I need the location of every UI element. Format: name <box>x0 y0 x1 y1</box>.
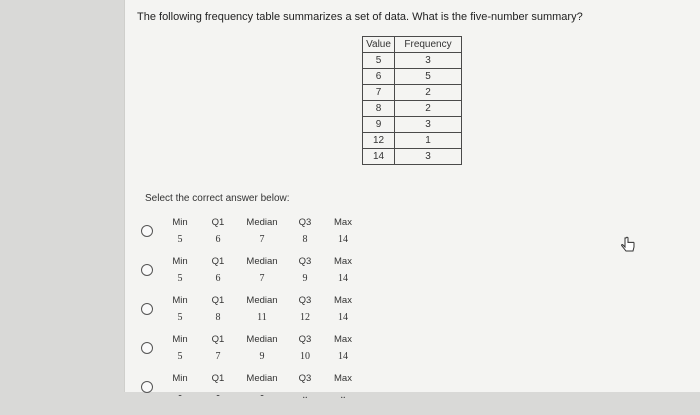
frequency-cell: 3 <box>395 149 462 165</box>
hand-pointer-icon <box>619 236 637 254</box>
table-header-row <box>363 37 462 53</box>
option-column-label: Min <box>172 334 188 345</box>
header-frequency: Frequency <box>395 37 462 53</box>
option-column-label: Max <box>334 373 352 384</box>
table-row <box>363 117 462 133</box>
radio-button-icon[interactable] <box>141 225 153 237</box>
option-value: 14 <box>338 273 348 284</box>
value-cell: 14 <box>363 149 395 165</box>
frequency-cell: 5 <box>395 69 462 85</box>
frequency-cell: 3 <box>395 117 462 133</box>
value-cell: 5 <box>363 53 395 69</box>
option-column-label: Max <box>334 256 352 267</box>
table-row <box>363 69 462 85</box>
option-column-label: Min <box>172 217 188 228</box>
table-row <box>363 85 462 101</box>
option-value: 9 <box>302 273 308 284</box>
answer-option[interactable] <box>138 332 378 370</box>
option-column-label: Max <box>334 217 352 228</box>
table-row <box>363 149 462 165</box>
option-value: 7 <box>215 351 221 362</box>
option-value: 7 <box>259 273 265 284</box>
table-row <box>363 53 462 69</box>
radio-button-icon[interactable] <box>141 342 153 354</box>
radio-button-icon[interactable] <box>141 381 153 393</box>
option-column-label: Q3 <box>298 295 312 306</box>
question-text: The following frequency table summarizes a set of data. What is the five-number summary? <box>137 11 583 23</box>
option-column-label: Q1 <box>211 373 225 384</box>
value-cell: 6 <box>363 69 395 85</box>
option-value: - <box>216 390 220 401</box>
answer-option[interactable] <box>138 371 378 409</box>
option-column-label: Q3 <box>298 217 312 228</box>
answer-option[interactable] <box>138 215 378 253</box>
option-column-label: Min <box>172 256 188 267</box>
option-column-label: Min <box>172 295 188 306</box>
option-value: 8 <box>302 234 308 245</box>
option-column-label: Q1 <box>211 295 225 306</box>
option-column-label: Q3 <box>298 334 312 345</box>
option-column-label: Median <box>246 295 278 306</box>
option-value: 10 <box>300 351 310 362</box>
option-column-label: Q1 <box>211 334 225 345</box>
value-cell: 8 <box>363 101 395 117</box>
option-column-label: Q3 <box>298 256 312 267</box>
radio-button-icon[interactable] <box>141 264 153 276</box>
frequency-cell: 2 <box>395 101 462 117</box>
header-value: Value <box>363 37 395 53</box>
option-value: 5 <box>177 351 183 362</box>
option-value: 8 <box>215 312 221 323</box>
frequency-cell: 3 <box>395 53 462 69</box>
option-value: - <box>260 390 264 401</box>
option-value: 7 <box>259 234 265 245</box>
option-value: 6 <box>215 273 221 284</box>
option-value: 14 <box>338 312 348 323</box>
option-value: 5 <box>177 312 183 323</box>
option-column-label: Median <box>246 334 278 345</box>
option-column-label: Q1 <box>211 217 225 228</box>
option-column-label: Q1 <box>211 256 225 267</box>
answer-option[interactable] <box>138 254 378 292</box>
value-cell: 9 <box>363 117 395 133</box>
table-row <box>363 133 462 149</box>
option-column-label: Median <box>246 256 278 267</box>
option-value: 5 <box>177 273 183 284</box>
radio-button-icon[interactable] <box>141 303 153 315</box>
option-value: 14 <box>338 234 348 245</box>
option-value: 11 <box>257 312 267 323</box>
frequency-cell: 1 <box>395 133 462 149</box>
frequency-cell: 2 <box>395 85 462 101</box>
option-value: 6 <box>215 234 221 245</box>
option-value: 5 <box>177 234 183 245</box>
option-column-label: Q3 <box>298 373 312 384</box>
option-value: 9 <box>259 351 265 362</box>
frequency-table <box>362 36 462 165</box>
option-column-label: Max <box>334 295 352 306</box>
option-value: - <box>178 390 182 401</box>
value-cell: 7 <box>363 85 395 101</box>
answer-option[interactable] <box>138 293 378 331</box>
option-column-label: Max <box>334 334 352 345</box>
option-column-label: Median <box>246 373 278 384</box>
option-column-label: Min <box>172 373 188 384</box>
option-value: 14 <box>338 351 348 362</box>
option-column-label: Median <box>246 217 278 228</box>
option-value: 12 <box>300 312 310 323</box>
value-cell: 12 <box>363 133 395 149</box>
table-row <box>363 101 462 117</box>
option-value: .. <box>340 390 346 401</box>
option-value: .. <box>302 390 308 401</box>
answer-prompt: Select the correct answer below: <box>145 193 290 204</box>
